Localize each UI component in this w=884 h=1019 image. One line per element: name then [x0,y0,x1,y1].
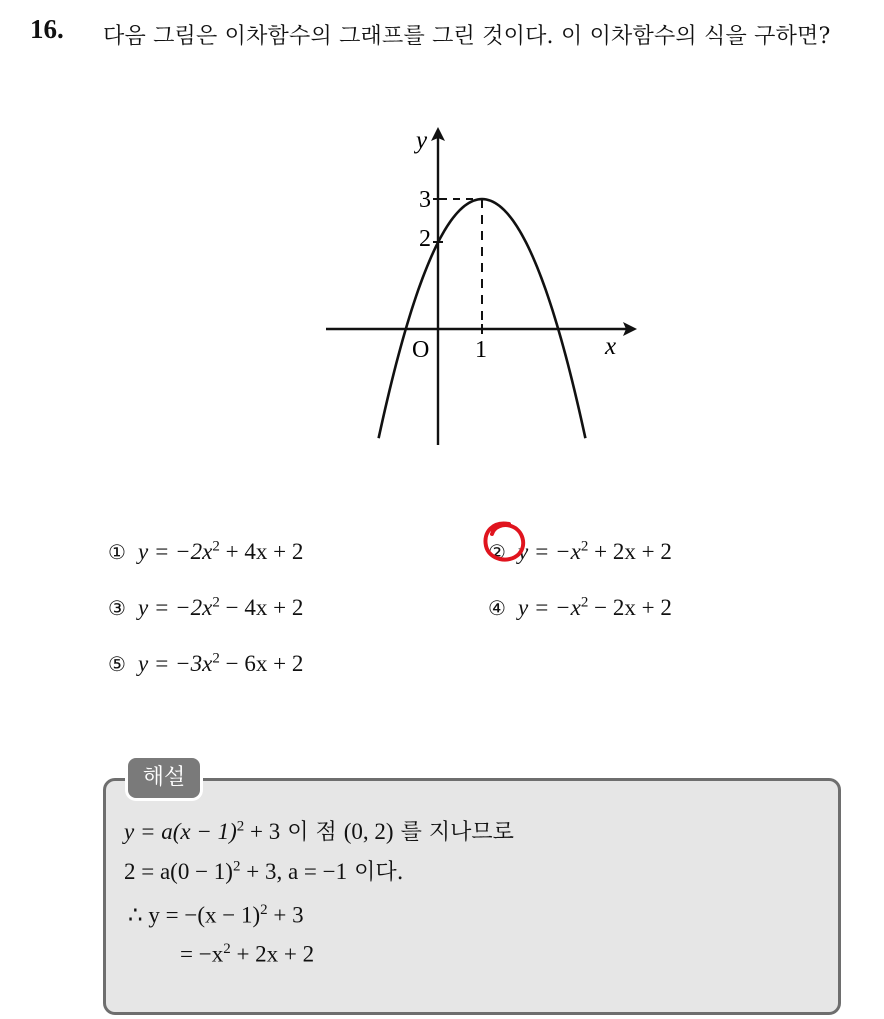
origin-label: O [412,337,430,363]
choice-5[interactable] [108,638,303,678]
choice-formula: $y = -x^2 + 2x + 2$ [517,538,672,564]
choice-number: ⑤ [108,651,126,676]
parabola-graph [0,0,884,500]
choice-formula: $y = -x^2 - 2x + 2$ [517,594,672,620]
solution-line-3: ∴ $y = -(x - 1)^2 + 3$ [128,902,304,928]
choice-formula: $y = -2x^2 + 4x + 2$ [137,538,304,564]
solution-line-4: = $-x^2 + 2x + 2$ [180,941,315,967]
x-axis-label: x [605,333,617,360]
y-axis-label: y [416,127,428,154]
choice-number: ② [488,539,506,564]
choice-1[interactable] [108,526,303,566]
choice-formula: $y = -3x^2 - 6x + 2$ [137,650,304,676]
choice-4[interactable] [488,582,672,622]
solution-line-2: $2 = a(0 - 1)^2 + 3$, a = −1 이다. [124,858,404,885]
y-tick-label-3: 3 [419,187,431,213]
question-number: 16. [30,14,64,44]
choice-number: ① [108,539,126,564]
solution-box [103,778,841,1015]
choice-3[interactable] [108,582,303,622]
question-text: 다음 그림은 이차함수의 그래프를 그린 것이다. 이 이차함수의 식을 구하면? [103,24,831,49]
guide-lines [440,199,482,327]
solution-line-1: $y = a(x - 1)^2 + 3$ 이 점 (0, 2) 를 지나므로 [124,818,514,845]
choice-number: ④ [488,595,506,620]
choice-formula: $y = -2x^2 - 4x + 2$ [137,594,304,620]
x-tick-label-1: 1 [475,337,487,363]
solution-tag: 해설 [128,758,200,798]
choice-number: ③ [108,595,126,620]
graph-labels [412,127,616,363]
y-tick-label-2: 2 [419,226,431,252]
choice-2[interactable] [488,526,672,566]
